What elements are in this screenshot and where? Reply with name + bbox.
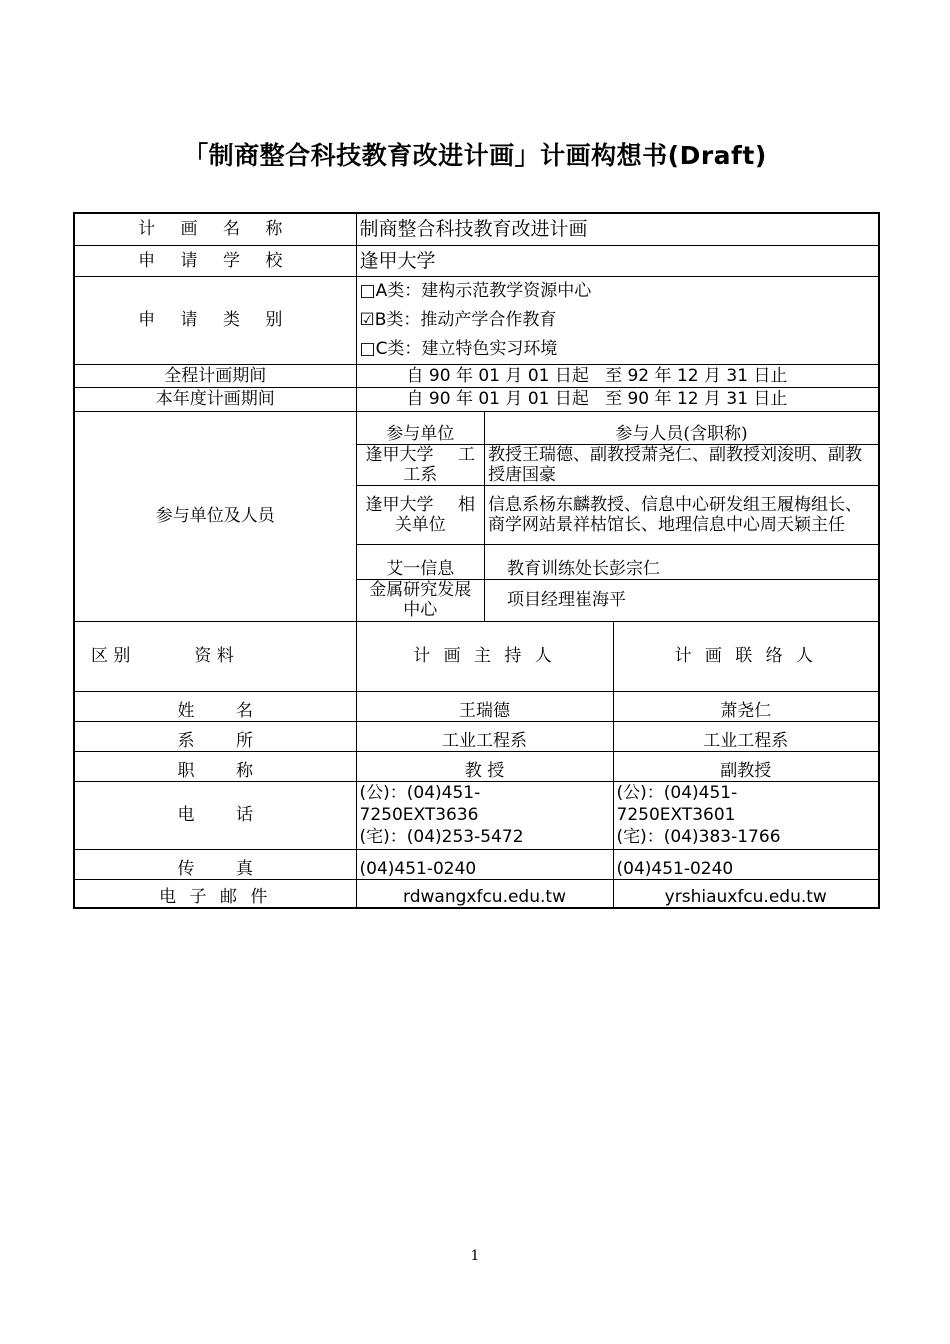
page-number: 1 [470, 1248, 480, 1264]
email-label: 电 子 邮 件 [74, 879, 356, 908]
section-label: 区 别 资 料 [74, 621, 356, 691]
participants-cell [356, 411, 879, 621]
category-option-c: □C类：建立特色实习环境 [359, 338, 558, 359]
full-period-value: 自 90 年 01 月 01 日起 至 92 年 12 月 31 日止 [356, 364, 879, 387]
title-label: 职 称 [74, 751, 356, 781]
fax-row [74, 849, 879, 879]
participant-people: 教育训练处长彭宗仁 [485, 545, 879, 580]
participant-row [357, 445, 879, 486]
checkbox-b-checked-icon: ☑ [359, 309, 375, 330]
full-period-label: 全程计画期间 [74, 364, 356, 387]
checkbox-c-icon: □ [359, 338, 376, 359]
category-label: 申 请 类 别 [74, 276, 356, 364]
category-options [356, 276, 879, 364]
participant-people: 信息系杨东麟教授、信息中心研发组王履梅组长、商学网站景祥枯馆长、地理信息中心周天颖主任 [485, 486, 879, 545]
host-fax: (04)451-0240 [356, 849, 613, 879]
category-option-a: □A类：建构示范教学资源中心 [359, 280, 592, 301]
participant-unit: 逢甲大学 相 关单位 [357, 486, 485, 545]
liaison-email[interactable]: yrshiauxfcu.edu.tw [613, 879, 879, 908]
liaison-title: 副教授 [613, 751, 879, 781]
name-row [74, 691, 879, 721]
plan-name-row [74, 213, 879, 245]
host-email[interactable]: rdwangxfcu.edu.tw [356, 879, 613, 908]
liaison-name: 萧尧仁 [613, 691, 879, 721]
email-row [74, 879, 879, 908]
dept-label: 系 所 [74, 721, 356, 751]
category-option-b: ☑B类：推动产学合作教育 [359, 309, 557, 330]
liaison-dept: 工业工程系 [613, 721, 879, 751]
participants-label: 参与单位及人员 [74, 411, 356, 621]
liaison-fax: (04)451-0240 [613, 849, 879, 879]
plan-name-value: 制商整合科技教育改进计画 [356, 213, 879, 245]
title-row [74, 751, 879, 781]
participant-unit: 逢甲大学 工 工系 [357, 445, 485, 486]
phone-row [74, 781, 879, 849]
participant-unit: 艾一信息 [357, 545, 485, 580]
participants-row [74, 411, 879, 621]
host-name: 王瑞德 [356, 691, 613, 721]
participant-people: 教授王瑞德、副教授萧尧仁、副教授刘浚明、副教授唐国豪 [485, 445, 879, 486]
year-period-label: 本年度计画期间 [74, 387, 356, 411]
liaison-phone: (公)：(04)451- 7250EXT3601 (宅)：(04)383-1766 [613, 781, 879, 849]
checkbox-a-icon: □ [359, 280, 376, 301]
people-header: 参与人员(含职称) [485, 412, 879, 445]
school-row [74, 245, 879, 276]
proposal-form-table [73, 212, 880, 909]
school-value: 逢甲大学 [356, 245, 879, 276]
participants-table [357, 412, 879, 621]
unit-header: 参与单位 [357, 412, 485, 445]
participant-row [357, 545, 879, 580]
participant-row [357, 486, 879, 545]
host-header: 计 画 主 持 人 [356, 621, 613, 691]
host-dept: 工业工程系 [356, 721, 613, 751]
dept-row [74, 721, 879, 751]
category-row [74, 276, 879, 364]
participant-row [357, 580, 879, 621]
participant-unit: 金属研究发展 中心 [357, 580, 485, 621]
participant-people: 项目经理崔海平 [485, 580, 879, 621]
name-label: 姓 名 [74, 691, 356, 721]
school-label: 申 请 学 校 [74, 245, 356, 276]
contacts-header-row [74, 621, 879, 691]
full-period-row [74, 364, 879, 387]
host-phone: (公)：(04)451- 7250EXT3636 (宅)：(04)253-5472 [356, 781, 613, 849]
year-period-row [74, 387, 879, 411]
year-period-value: 自 90 年 01 月 01 日起 至 90 年 12 月 31 日止 [356, 387, 879, 411]
fax-label: 传 真 [74, 849, 356, 879]
host-title: 教 授 [356, 751, 613, 781]
plan-name-label: 计 画 名 称 [74, 213, 356, 245]
phone-label: 电 话 [74, 781, 356, 849]
liaison-header: 计 画 联 络 人 [613, 621, 879, 691]
participants-header-row [357, 412, 879, 445]
page-title: 「制商整合科技教育改进计画」计画构想书(Draft) [183, 141, 767, 170]
